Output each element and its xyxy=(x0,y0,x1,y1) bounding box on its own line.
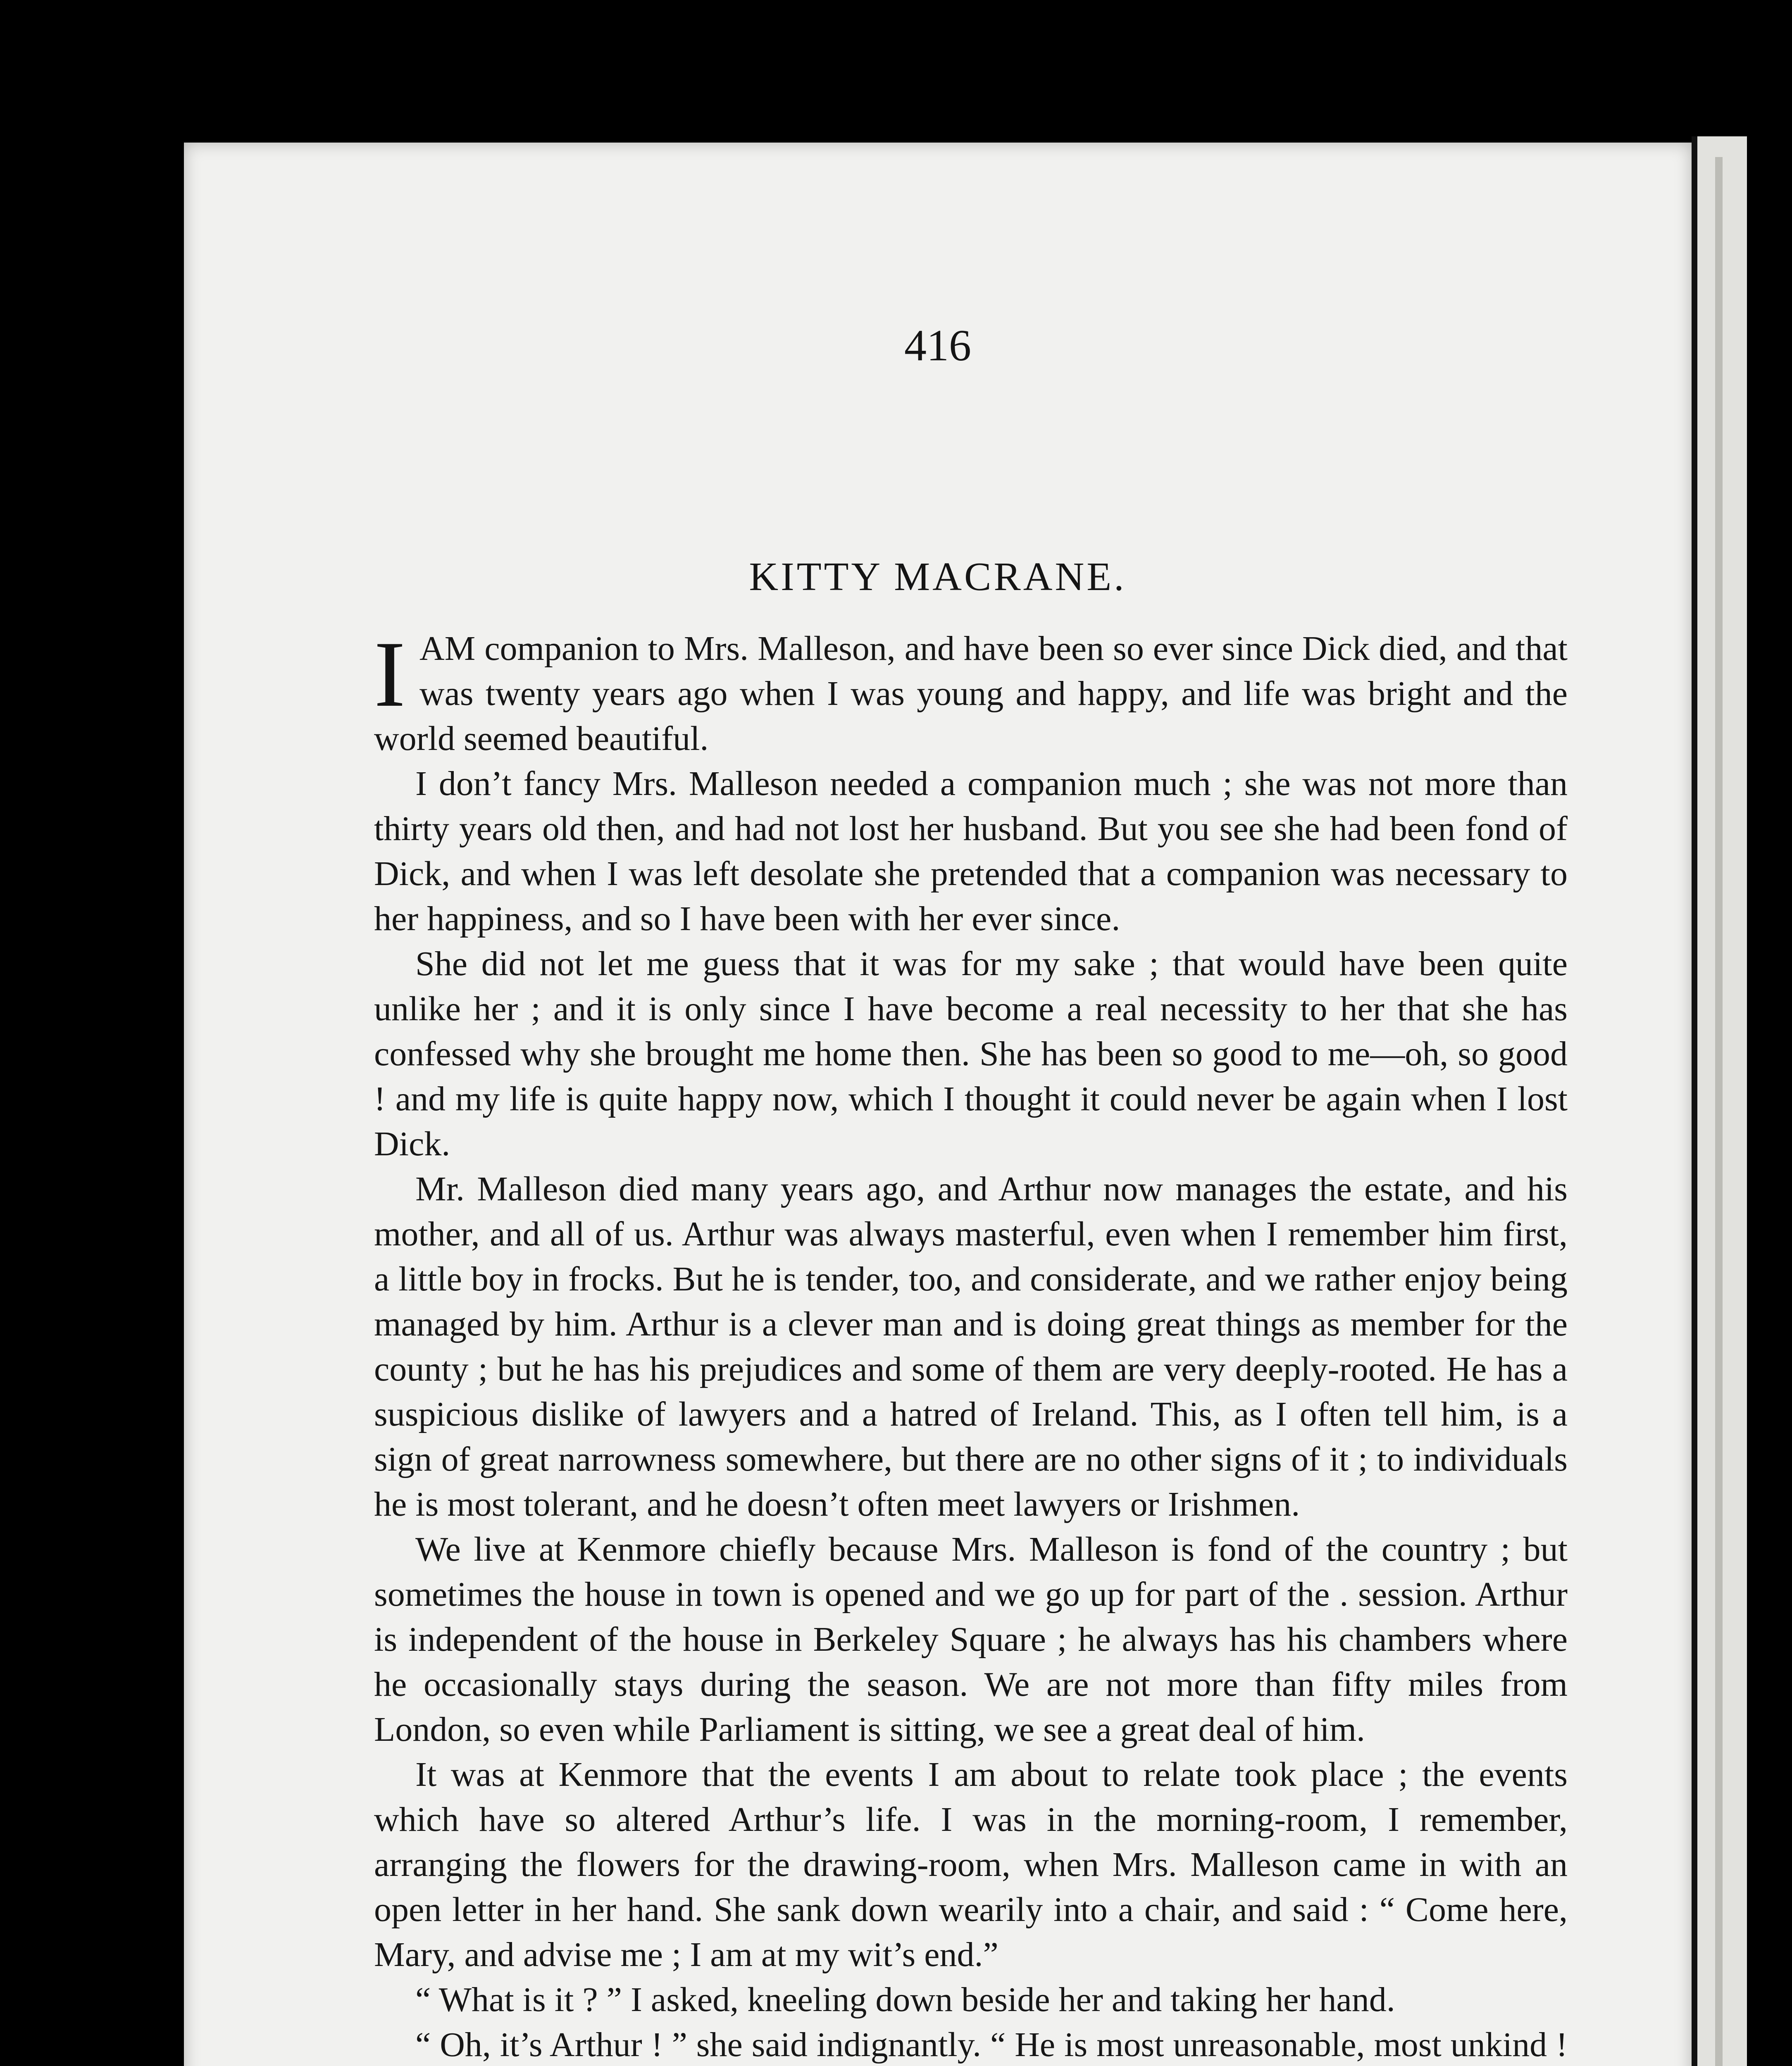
paragraph-text: AM companion to Mrs. Malleson, and have been so ever since Dick died, and that was twenty years ago when I was young and happy, and life was bright and the world seemed beautiful. xyxy=(374,629,1568,758)
drop-cap: I xyxy=(374,622,405,726)
paragraph: Mr. Malleson died many years ago, and Arthur now manages the estate, and his mother, and all of us. Arthur was always masterful, even when I remember him first, a little boy in frocks. But he is tender, too, and considerate, and we rather enjoy being managed by him. Arthur is a clever man and is doing great things as member for the county ; but he has his prejudices and some of them are very deeply-rooted. He has a suspicious dislike of lawyers and a hatred of Ireland. This, as I often tell him, is a sign of great narrowness somewhere, but there are no other signs of it ; to individuals he is most tolerant, and he doesn’t often meet lawyers or Irishmen. xyxy=(374,1170,1568,1523)
story-title: KITTY MACRANE. xyxy=(749,555,1127,599)
page-edge-shadow xyxy=(1715,157,1723,2066)
paragraph: It was at Kenmore that the events I am about to relate took place ; the events which have so altered Arthur’s life. I was in the morning-room, I remember, arranging the flowers for the drawing-room, when Mrs. Malleson came in with an open letter in her hand. She sank down wearily into a chair, and said : “ Come here, Mary, and advise me ; I am at my wit’s end.” xyxy=(374,1755,1568,1974)
paragraph: “ What is it ? ” I asked, kneeling down beside her and taking her hand. xyxy=(415,1980,1395,2019)
paragraph xyxy=(374,622,1568,761)
paragraph: “ Oh, it’s Arthur ! ” she said indignantly. “ He is most unreasonable, most unkind ! xyxy=(415,2026,1568,2064)
book-page xyxy=(184,143,1692,2066)
paragraph: We live at Kenmore chiefly because Mrs. Malleson is fond of the country ; but sometimes the house in town is opened and we go up for part of the . session. Arthur is independent of the house in Berkeley Square ; he always has his chambers where he occasionally stays during the season. We are not more than fifty miles from London, so even while Parliament is sitting, we see a great deal of him. xyxy=(374,1530,1568,1749)
page-number: 416 xyxy=(904,321,971,370)
paragraph: She did not let me guess that it was for my sake ; that would have been quite unlike her ; and it is only since I have become a real necessity to her that she has confessed why she brought me home then. She has been so good to me—oh, so good ! and my life is quite happy now, which I thought it could never be again when I lost Dick. xyxy=(374,945,1568,1163)
paragraph: I don’t fancy Mrs. Malleson needed a companion much ; she was not more than thirty years old then, and had not lost her husband. But you see she had been fond of Dick, and when I was left desolate she pretended that a companion was necessary to her happiness, and so I have been with her ever since. xyxy=(374,764,1568,938)
body-text xyxy=(374,622,1568,2066)
